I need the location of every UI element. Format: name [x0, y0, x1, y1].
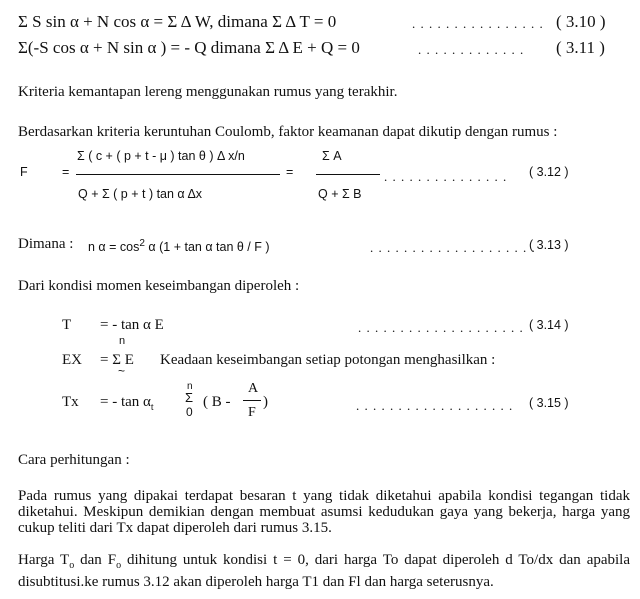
equation-3-15-subscript: t [150, 402, 154, 413]
equation-3-15-fraction-bar [243, 400, 261, 401]
equation-3-12-denominator-2: Q + Σ B [318, 187, 362, 201]
equation-3-15-number: ( 3.15 ) [529, 396, 569, 410]
equation-3-12-fraction-bar-2 [316, 174, 380, 175]
paragraph-harga-part-a: Harga T [18, 552, 70, 568]
equation-3-14-dots: . . . . . . . . . . . . . . . . . . . . [358, 320, 524, 335]
paragraph-stability-criteria: Kriteria kemantapan lereng menggunakan rumus yang terakhir. [18, 84, 398, 100]
equation-3-11 [18, 38, 360, 58]
equation-3-13-formula [88, 238, 270, 254]
equation-3-15-bracket-close: ) [263, 394, 268, 410]
equation-3-15-dots: . . . . . . . . . . . . . . . . . . . [356, 398, 514, 413]
equation-3-13-dots: . . . . . . . . . . . . . . . . . . . . [370, 240, 536, 255]
equation-3-15-sum-lower: 0 [186, 405, 193, 419]
paragraph-equilibrium-statement: Keadaan keseimbangan setiap potongan menghasilkan : [160, 352, 496, 368]
equation-3-15-fraction-numerator: A [248, 381, 259, 396]
equation-3-12-number: ( 3.12 ) [529, 165, 569, 179]
summation-upper-limit: n [119, 335, 126, 347]
equation-3-15-rhs-text: = - tan α [100, 394, 151, 410]
equation-3-11-dots: . . . . . . . . . . . . . [418, 42, 525, 57]
paragraph-harga-subscript-1: o [69, 560, 75, 571]
equation-3-12-equals-1: = [62, 165, 70, 179]
equation-3-14-lhs: T [62, 317, 72, 333]
summation-lower-tilde: ~ [118, 364, 126, 378]
equation-3-13-number: ( 3.13 ) [529, 238, 569, 252]
equation-3-12-equals-2: = [286, 165, 294, 179]
equation-3-12-lhs: F [20, 165, 28, 179]
equation-3-11-text: Σ(-S cos α + N sin α ) = - Q dimana Σ Δ E + Q = 0 [18, 38, 360, 57]
equation-3-12-numerator-1: Σ ( c + ( p + t - μ ) tan θ ) Δ x/n [77, 149, 245, 163]
equation-3-14-rhs: = - tan α E [100, 317, 164, 333]
equation-3-15-bracket-open: ( B - [203, 394, 231, 410]
paragraph-calculation-heading: Cara perhitungan : [18, 452, 130, 468]
equation-ex-lhs: EX [62, 352, 82, 368]
equation-3-12-dots: . . . . . . . . . . . . . . . [384, 169, 508, 184]
equation-3-10-number: ( 3.10 ) [556, 12, 606, 31]
equation-3-15-sum: Σ [185, 390, 194, 405]
equation-3-13-exponent: 2 [139, 238, 145, 249]
paragraph-formula-explanation: Pada rumus yang dipakai terdapat besaran t yang tidak diketahui apabila kondisi tegangan tidak diketahui. Meskipun demikian dengan membuat asumsi kedudukan gaya yang bekerja, harga yang cukup teliti dari Tx dapat diperoleh dari rumus 3.15. [18, 488, 630, 536]
equation-3-10-text: Σ S sin α + N cos α = Σ Δ W, dimana Σ Δ T = 0 [18, 12, 337, 31]
equation-3-10-dots: . . . . . . . . . . . . . . . . [412, 16, 544, 31]
equation-3-15-sum-upper: n [187, 381, 193, 392]
equation-3-10 [18, 12, 336, 32]
paragraph-moment-equilibrium: Dari kondisi momen keseimbangan diperoleh : [18, 278, 300, 294]
paragraph-coulomb-criteria: Berdasarkan kriteria keruntuhan Coulomb, faktor keamanan dapat dikutip dengan rumus : [18, 124, 558, 140]
paragraph-harga-subscript-2: o [116, 560, 122, 571]
equation-3-11-number: ( 3.11 ) [556, 38, 605, 57]
paragraph-harga-calculation [18, 552, 630, 590]
equation-3-12-denominator-1: Q + Σ ( p + t ) tan α Δx [78, 187, 203, 201]
equation-3-15-rhs [100, 394, 154, 413]
equation-3-13-post: α (1 + tan α tan θ / F ) [148, 240, 270, 255]
paragraph-harga-part-b: dan F [74, 552, 117, 568]
equation-3-15-lhs: Tx [62, 394, 79, 410]
equation-3-13-label: Dimana : [18, 236, 74, 252]
equation-3-12-numerator-2: Σ A [322, 149, 342, 163]
equation-3-12-fraction-bar-1 [76, 174, 280, 175]
equation-ex-rhs: = Σ E [100, 352, 134, 368]
paragraph-harga-part-c: dihitung untuk kondisi t = 0, dari harga To dapat diperoleh d To/dx dan apabila disubtitusi.ke rumus 3.12 akan diperoleh harga T1 dan Fl dan harga seterusnya. [18, 552, 631, 590]
equation-3-13-pre: n α = cos [88, 240, 140, 255]
equation-3-15-fraction-denominator: F [248, 405, 256, 420]
equation-3-14-number: ( 3.14 ) [529, 318, 569, 332]
